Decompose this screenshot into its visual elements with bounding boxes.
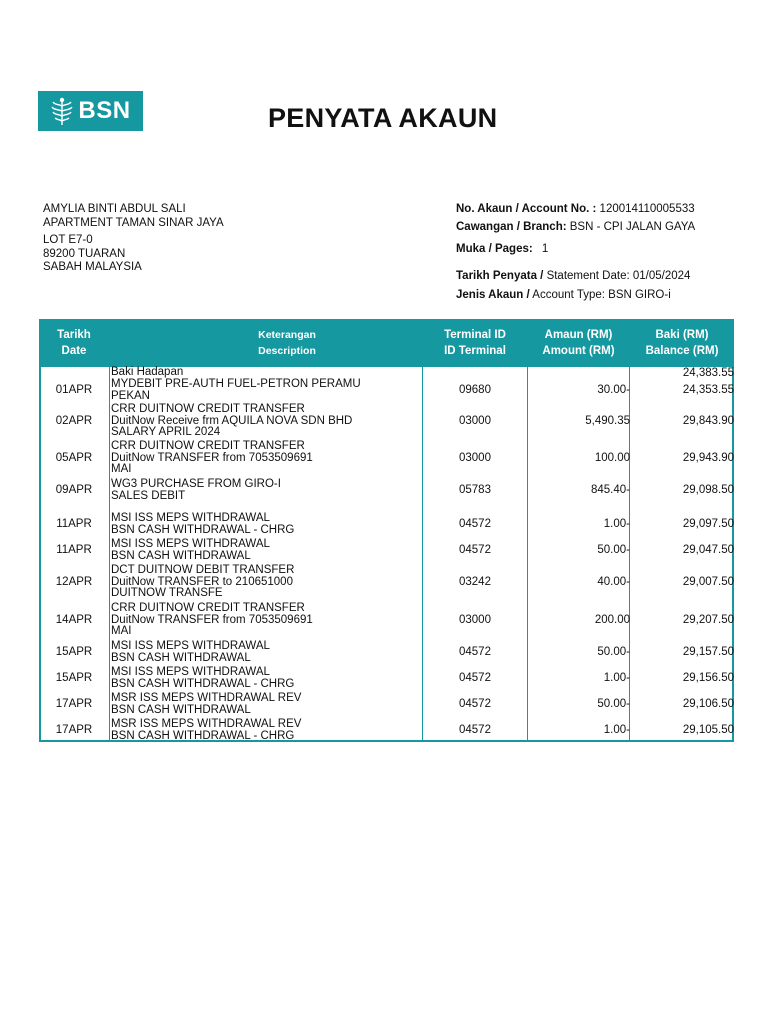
row-amount: 50.00- xyxy=(597,698,630,710)
row-description xyxy=(111,603,313,638)
row-balance: 29,098.50 xyxy=(682,484,734,496)
table-row xyxy=(39,513,734,536)
table-row xyxy=(39,603,734,638)
row-terminal-id: 03000 xyxy=(459,613,491,626)
row-balance: 29,156.50 xyxy=(682,672,734,684)
row-description xyxy=(111,565,294,600)
row-description xyxy=(111,404,352,439)
account-number: 120014110005533 xyxy=(599,203,695,215)
logo-text: BSN xyxy=(78,97,131,124)
row-amount: 5,490.35 xyxy=(585,414,630,427)
page-title: PENYATA AKAUN xyxy=(268,103,498,133)
row-description xyxy=(111,719,301,742)
description-line: CRR DUITNOW CREDIT TRANSFER xyxy=(111,602,305,614)
description-line: DuitNow TRANSFER from 7053509691 xyxy=(111,451,313,464)
description-line: SALARY APRIL 2024 xyxy=(111,426,221,438)
description-line: CRR DUITNOW CREDIT TRANSFER xyxy=(111,403,305,415)
row-description xyxy=(111,539,270,562)
table-row xyxy=(39,367,734,379)
customer-address xyxy=(43,203,224,275)
row-description xyxy=(111,379,361,402)
description-line: BSN CASH WITHDRAWAL - CHRG xyxy=(111,523,295,536)
header-terminal xyxy=(423,319,527,367)
address-line: 89200 TUARAN xyxy=(43,247,126,260)
row-date: 15APR xyxy=(55,672,93,684)
row-balance: 29,943.90 xyxy=(682,451,734,464)
table-row xyxy=(39,719,734,742)
description-line: DuitNow TRANSFER to 210651000 xyxy=(111,575,293,588)
description-line: MSI ISS MEPS WITHDRAWAL xyxy=(111,538,270,550)
row-date: 15APR xyxy=(55,646,93,658)
table-row xyxy=(39,479,734,502)
row-terminal-id: 04572 xyxy=(459,544,491,556)
header-amount-ms: Amaun (RM) xyxy=(544,329,613,341)
table-header xyxy=(39,319,734,367)
row-balance: 29,047.50 xyxy=(682,544,734,556)
branch-value: BSN - CPI JALAN GAYA xyxy=(569,221,696,233)
row-description xyxy=(111,641,270,664)
row-terminal-id: 09680 xyxy=(459,384,491,396)
row-description xyxy=(111,479,281,502)
branch-label: Cawangan / Branch: xyxy=(456,221,567,233)
row-amount: 30.00- xyxy=(597,384,630,396)
row-date: 17APR xyxy=(55,698,93,710)
description-line: PEKAN xyxy=(111,389,150,402)
row-amount: 50.00- xyxy=(597,646,630,658)
row-balance: 29,097.50 xyxy=(682,518,734,530)
row-date: 14APR xyxy=(55,613,93,626)
description-line: WG3 PURCHASE FROM GIRO-I xyxy=(111,478,281,490)
table-row xyxy=(39,667,734,690)
description-line: MSI ISS MEPS WITHDRAWAL xyxy=(111,640,270,652)
table-row xyxy=(39,404,734,439)
row-date: 17APR xyxy=(55,724,93,736)
description-line: Baki Hadapan xyxy=(111,366,184,378)
row-terminal-id: 03000 xyxy=(459,451,491,464)
pages-value: 1 xyxy=(541,243,549,255)
header-description-en: Description xyxy=(258,345,316,357)
row-amount: 1.00- xyxy=(603,672,630,684)
header-balance-ms: Baki (RM) xyxy=(655,329,709,341)
bsn-logo xyxy=(38,91,143,131)
header-terminal-ms: ID Terminal xyxy=(444,345,506,357)
row-amount: 845.40- xyxy=(590,484,630,496)
table-row xyxy=(39,539,734,562)
row-balance: 29,106.50 xyxy=(682,698,734,710)
description-line: BSN CASH WITHDRAWAL - CHRG xyxy=(111,729,295,742)
row-date: 02APR xyxy=(55,414,93,427)
description-line: MSI ISS MEPS WITHDRAWAL xyxy=(111,666,270,678)
description-line: DCT DUITNOW DEBIT TRANSFER xyxy=(111,564,295,576)
row-balance: 24,353.55 xyxy=(682,384,734,396)
row-balance: 29,843.90 xyxy=(682,414,734,427)
account-type-value: Account Type: BSN GIRO-i xyxy=(532,289,671,301)
branch-line xyxy=(456,221,695,233)
description-line: SALES DEBIT xyxy=(111,489,186,502)
row-balance: 29,105.50 xyxy=(682,724,734,736)
description-line: DuitNow Receive frm AQUILA NOVA SDN BHD xyxy=(111,414,353,427)
row-amount: 1.00- xyxy=(603,518,630,530)
description-line: MSI ISS MEPS WITHDRAWAL xyxy=(111,512,270,524)
description-line: MSR ISS MEPS WITHDRAWAL REV xyxy=(111,692,302,704)
description-line: CRR DUITNOW CREDIT TRANSFER xyxy=(111,440,305,452)
address-line: APARTMENT TAMAN SINAR JAYA xyxy=(43,216,224,229)
row-balance: 29,157.50 xyxy=(682,646,734,658)
header-amount-en: Amount (RM) xyxy=(542,345,615,357)
row-date: 05APR xyxy=(55,451,93,464)
statement-date-label: Tarikh Penyata / xyxy=(456,270,544,282)
statement-date-value: Statement Date: 01/05/2024 xyxy=(546,270,691,282)
pages-label: Muka / Pages: xyxy=(456,243,533,255)
row-date: 11APR xyxy=(56,544,92,556)
tree-emblem-icon xyxy=(50,96,74,126)
row-description xyxy=(111,367,183,379)
row-date: 09APR xyxy=(55,484,93,496)
row-terminal-id: 04572 xyxy=(459,724,491,736)
row-description xyxy=(111,693,301,716)
table-row xyxy=(39,693,734,716)
row-terminal-id: 04572 xyxy=(459,518,491,530)
account-type-line xyxy=(456,289,671,301)
description-line: MAI xyxy=(111,625,132,637)
header-date-en: Date xyxy=(61,345,87,357)
row-terminal-id: 04572 xyxy=(459,698,491,710)
pages-line xyxy=(456,243,548,255)
description-line: BSN CASH WITHDRAWAL xyxy=(111,703,251,716)
row-terminal-id: 05783 xyxy=(459,484,491,496)
account-number-line xyxy=(456,203,695,215)
row-terminal-id: 03000 xyxy=(459,414,491,427)
header-balance xyxy=(630,319,734,367)
header-balance-en: Balance (RM) xyxy=(645,345,719,357)
row-amount: 1.00- xyxy=(603,724,630,736)
row-amount: 100.00 xyxy=(594,451,630,464)
header-date-ms: Tarikh xyxy=(57,329,91,341)
header-description-ms: Keterangan xyxy=(258,329,316,341)
row-date: 11APR xyxy=(56,518,92,530)
row-description xyxy=(111,441,313,476)
description-line: MAI xyxy=(111,463,132,475)
transactions-table xyxy=(39,319,734,742)
account-type-label: Jenis Akaun / xyxy=(456,289,530,301)
row-balance: 29,207.50 xyxy=(682,613,734,626)
header-amount xyxy=(527,319,630,367)
address-line: LOT E7-0 xyxy=(43,234,93,246)
row-balance: 29,007.50 xyxy=(682,575,734,588)
description-line: DUITNOW TRANSFE xyxy=(111,587,223,599)
row-description xyxy=(111,667,294,690)
row-terminal-id: 04572 xyxy=(459,646,491,658)
description-line: BSN CASH WITHDRAWAL - CHRG xyxy=(111,677,295,690)
description-line: MYDEBIT PRE-AUTH FUEL-PETRON PERAMU xyxy=(111,378,361,390)
customer-name: AMYLIA BINTI ABDUL SALI xyxy=(43,203,186,215)
description-line: MSR ISS MEPS WITHDRAWAL REV xyxy=(111,718,302,730)
table-row xyxy=(39,565,734,600)
header-description xyxy=(109,319,465,367)
row-amount: 40.00- xyxy=(597,575,630,588)
table-row xyxy=(39,379,734,402)
row-terminal-id: 03242 xyxy=(459,575,491,588)
table-row xyxy=(39,441,734,476)
row-description xyxy=(111,513,294,536)
address-line: SABAH MALAYSIA xyxy=(43,261,142,273)
row-terminal-id: 04572 xyxy=(459,672,491,684)
header-terminal-en: Terminal ID xyxy=(444,329,506,341)
row-date: 12APR xyxy=(55,575,93,588)
row-balance: 24,383.55 xyxy=(682,367,734,379)
row-amount: 200.00 xyxy=(594,613,630,626)
row-amount: 50.00- xyxy=(597,544,630,556)
account-number-label: No. Akaun / Account No. : xyxy=(456,203,597,215)
description-line: BSN CASH WITHDRAWAL xyxy=(111,549,251,562)
description-line: BSN CASH WITHDRAWAL xyxy=(111,651,251,664)
row-date: 01APR xyxy=(55,384,93,396)
description-line: DuitNow TRANSFER from 7053509691 xyxy=(111,613,313,626)
table-row xyxy=(39,641,734,664)
statement-date-line xyxy=(456,270,690,282)
header-date xyxy=(39,319,109,367)
